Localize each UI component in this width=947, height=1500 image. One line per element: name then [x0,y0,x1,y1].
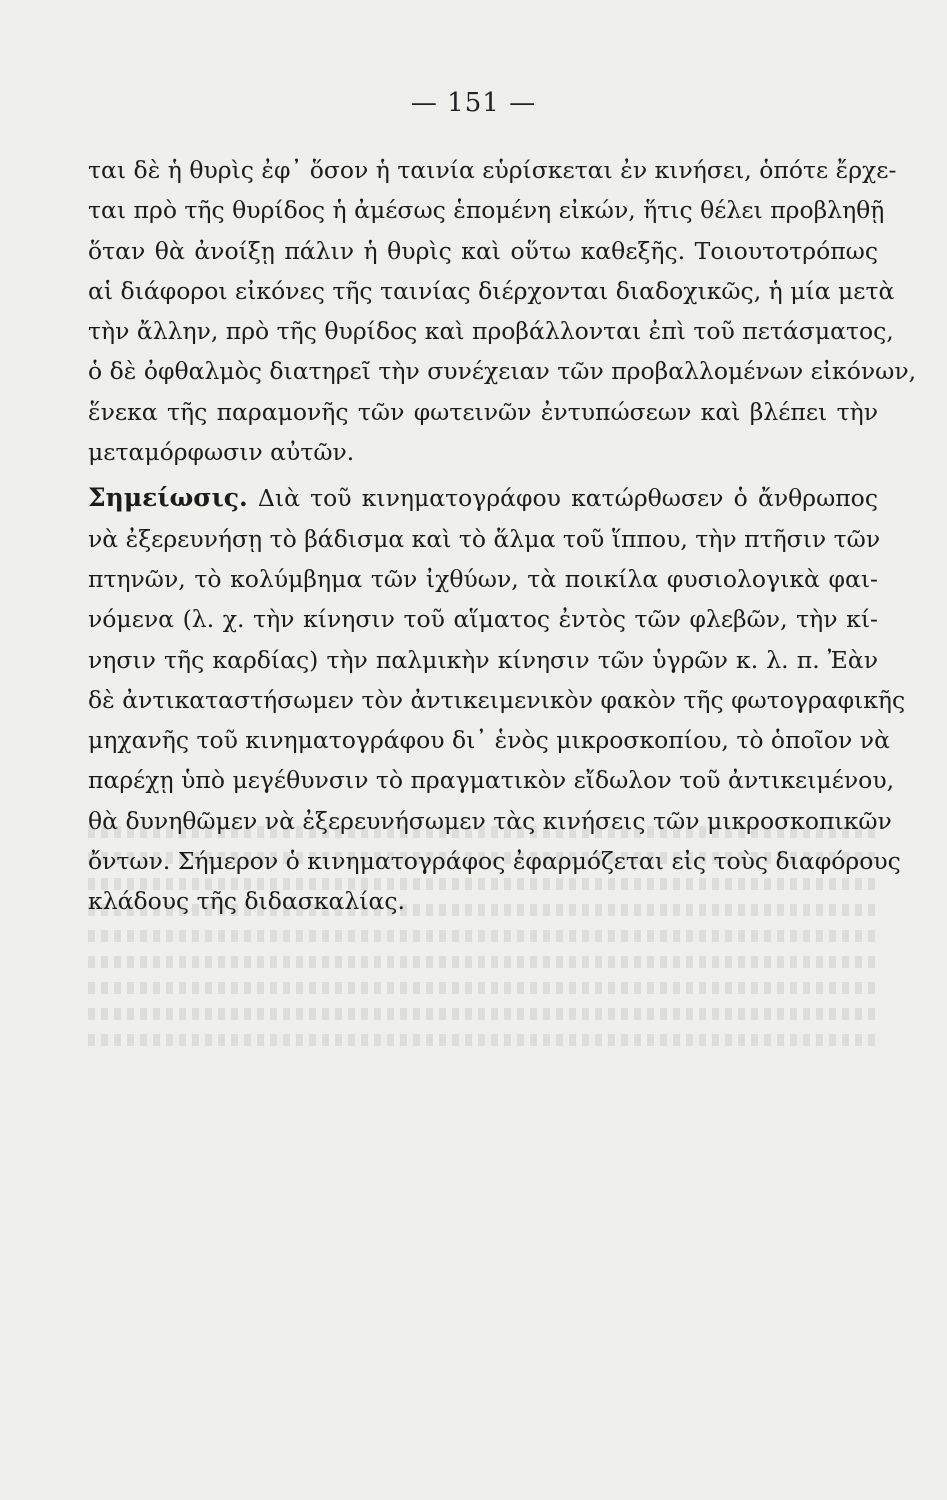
text-line: δὲ ἀντικαταστήσωμεν τὸν ἀντικειμενικὸν φακὸν τῆς φωτογραφικῆς [88,685,906,714]
text-line: ται πρὸ τῆς θυρίδος ἡ ἀμέσως ἑπομένη εἰκών, ἥτις θέλει προβληθῇ [88,196,885,225]
text-line: ται δὲ ἡ θυρὶς ἐφ᾽ ὅσον ἡ ταινία εὑρίσκεται ἐν κινήσει, ὁπότε ἔρχε- [88,156,897,184]
text-line: νησιν τῆς καρδίας) τὴν παλμικὴν κίνησιν τῶν ὑγρῶν κ. λ. π. Ἐὰν [88,645,878,674]
paragraph-1 [88,150,917,472]
text-line: μεταμόρφωσιν αὐτῶν. [88,438,355,467]
text-line: κλάδους τῆς διδασκαλίας. [88,887,405,916]
text-line: ὄντων. Σήμερον ὁ κινηματογράφος ἐφαρμόζεται εἰς τοὺς διαφόρους [88,847,901,876]
text-line: νόμενα (λ. χ. τὴν κίνησιν τοῦ αἵματος ἐντὸς τῶν φλεβῶν, τὴν κί- [88,605,878,634]
text-line: παρέχῃ ὑπὸ μεγέθυνσιν τὸ πραγματικὸν εἴδωλον τοῦ ἀντικειμένου, [88,766,895,795]
page-number: — 151 — [410,88,537,118]
text-line: μηχανῆς τοῦ κινηματογράφου δι᾽ ἑνὸς μικροσκοπίου, τὸ ὁποῖον νὰ [88,726,890,755]
paragraph-2 [88,478,906,921]
text-line: ἕνεκα τῆς παραμονῆς τῶν φωτεινῶν ἐντυπώσεων καὶ βλέπει τὴν [88,397,878,426]
text-line: αἱ διάφοροι εἰκόνες τῆς ταινίας διέρχονται διαδοχικῶς, ἡ μία μετὰ [88,276,895,305]
text-line [88,478,878,518]
text-line: ὅταν θὰ ἀνοίξῃ πάλιν ἡ θυρὶς καὶ οὕτω καθεξῆς. Τοιουτοτρόπως [88,236,878,265]
body-text [88,150,917,922]
text-line: ὁ δὲ ὀφθαλμὸς διατηρεῖ τὴν συνέχειαν τῶν προβαλλομένων εἰκόνων, [88,357,917,386]
note-heading: Σημείωσις. [88,483,248,513]
text-line: τὴν ἄλλην, πρὸ τῆς θυρίδος καὶ προβάλλονται ἐπὶ τοῦ πετάσματος, [88,317,894,346]
note-first-line: Διὰ τοῦ κινηματογράφου κατώρθωσεν ὁ ἄνθρωπος [257,484,878,513]
text-line: θὰ δυνηθῶμεν νὰ ἐξερευνήσωμεν τὰς κινήσεις τῶν μικροσκοπικῶν [88,806,892,835]
text-line: πτηνῶν, τὸ κολύμβημα τῶν ἰχθύων, τὰ ποικίλα φυσιολογικὰ φαι- [88,564,878,593]
text-line: νὰ ἐξερευνήσῃ τὸ βάδισμα καὶ τὸ ἅλμα τοῦ ἵππου, τὴν πτῆσιν τῶν [88,524,881,553]
